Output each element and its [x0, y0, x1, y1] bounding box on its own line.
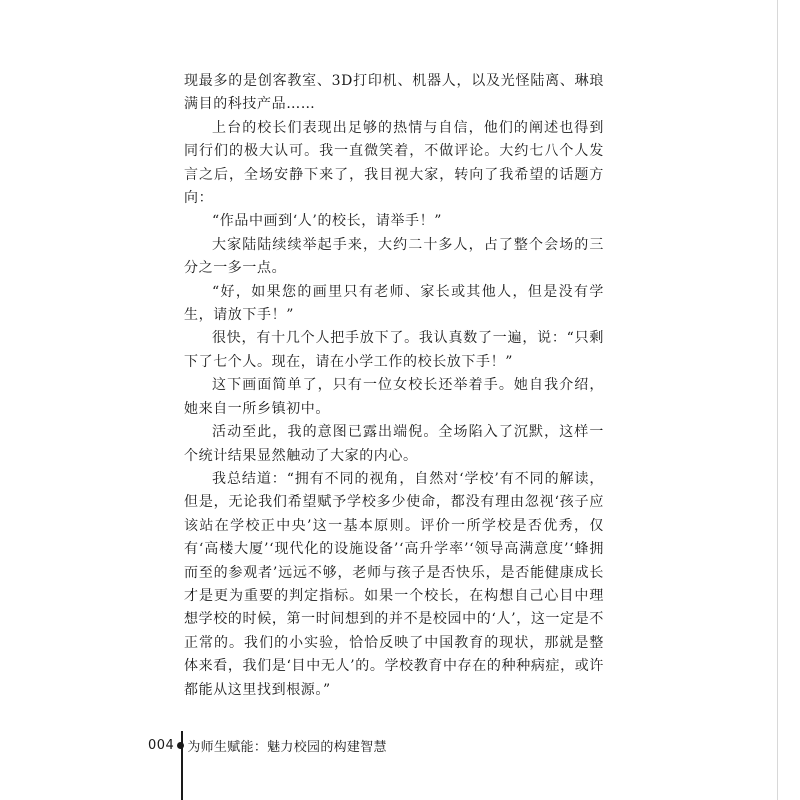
paragraph-8: 活动至此，我的意图已露出端倪。全场陷入了沉默，这样一个统计结果显然触动了大家的内心。: [184, 424, 604, 464]
paragraph-5: “好，如果您的画里只有老师、家长或其他人，但是没有学生，请放下手！”: [184, 283, 604, 324]
paragraph-9: 我总结道：“拥有不同的视角，自然对‘学校’有不同的解读，但是，无论我们希望赋予学校多少使命，都没有理由忽视‘孩子应该站在学校正中央’这一基本原则。评价一所学校是否优秀，仅有‘高楼大厦’‘现代化的设施设备’‘高升学率’‘领导高满意度’‘蜂拥而至的参观者’远远不够，老师与孩子是否快乐，是否能健康成长才是更为重要的判定指标。如果一个校长，在构想自己心目中理想学校的时候，第一时间想到的并不是校园中的‘人’，这一定是不正常的。我们的小实验，恰恰反映了中国教育的现状，那就是整体来看，我们是‘目中无人’的。学校教育中存在的种种病症，或许都能从这里找到根源。”: [184, 470, 604, 698]
book-title: 为师生赋能：魅力校园的构建智慧: [187, 739, 387, 755]
paragraph-7: 这下画面简单了，只有一位女校长还举着手。她自我介绍，她来自一所乡镇初中。: [184, 377, 604, 417]
paragraph-1: 现最多的是创客教室、3D打印机、机器人，以及光怪陆离、琳琅满目的科技产品……: [184, 73, 604, 113]
page-footer: [148, 735, 387, 755]
bullet-icon: [177, 742, 184, 749]
body-text: [184, 70, 604, 702]
page-edge-line: [777, 0, 778, 800]
paragraph-2: 上台的校长们表现出足够的热情与自信，他们的阐述也得到同行们的极大认可。我一直微笑着，不做评论。大约七八个人发言之后，全场安静下来了，我目视大家，转向了我希望的话题方向：: [184, 119, 604, 207]
paragraph-3: “作品中画到‘人’的校长，请举手！”: [212, 213, 443, 230]
paragraph-4: 大家陆陆续续举起手来，大约二十多人，占了整个会场的三分之一多一点。: [184, 236, 604, 277]
paragraph-6: 很快，有十几个人把手放下了。我认真数了一遍，说：“只剩下了七个人。现在，请在小学工作的校长放下手！”: [184, 330, 604, 370]
page-number: 004: [148, 737, 175, 753]
